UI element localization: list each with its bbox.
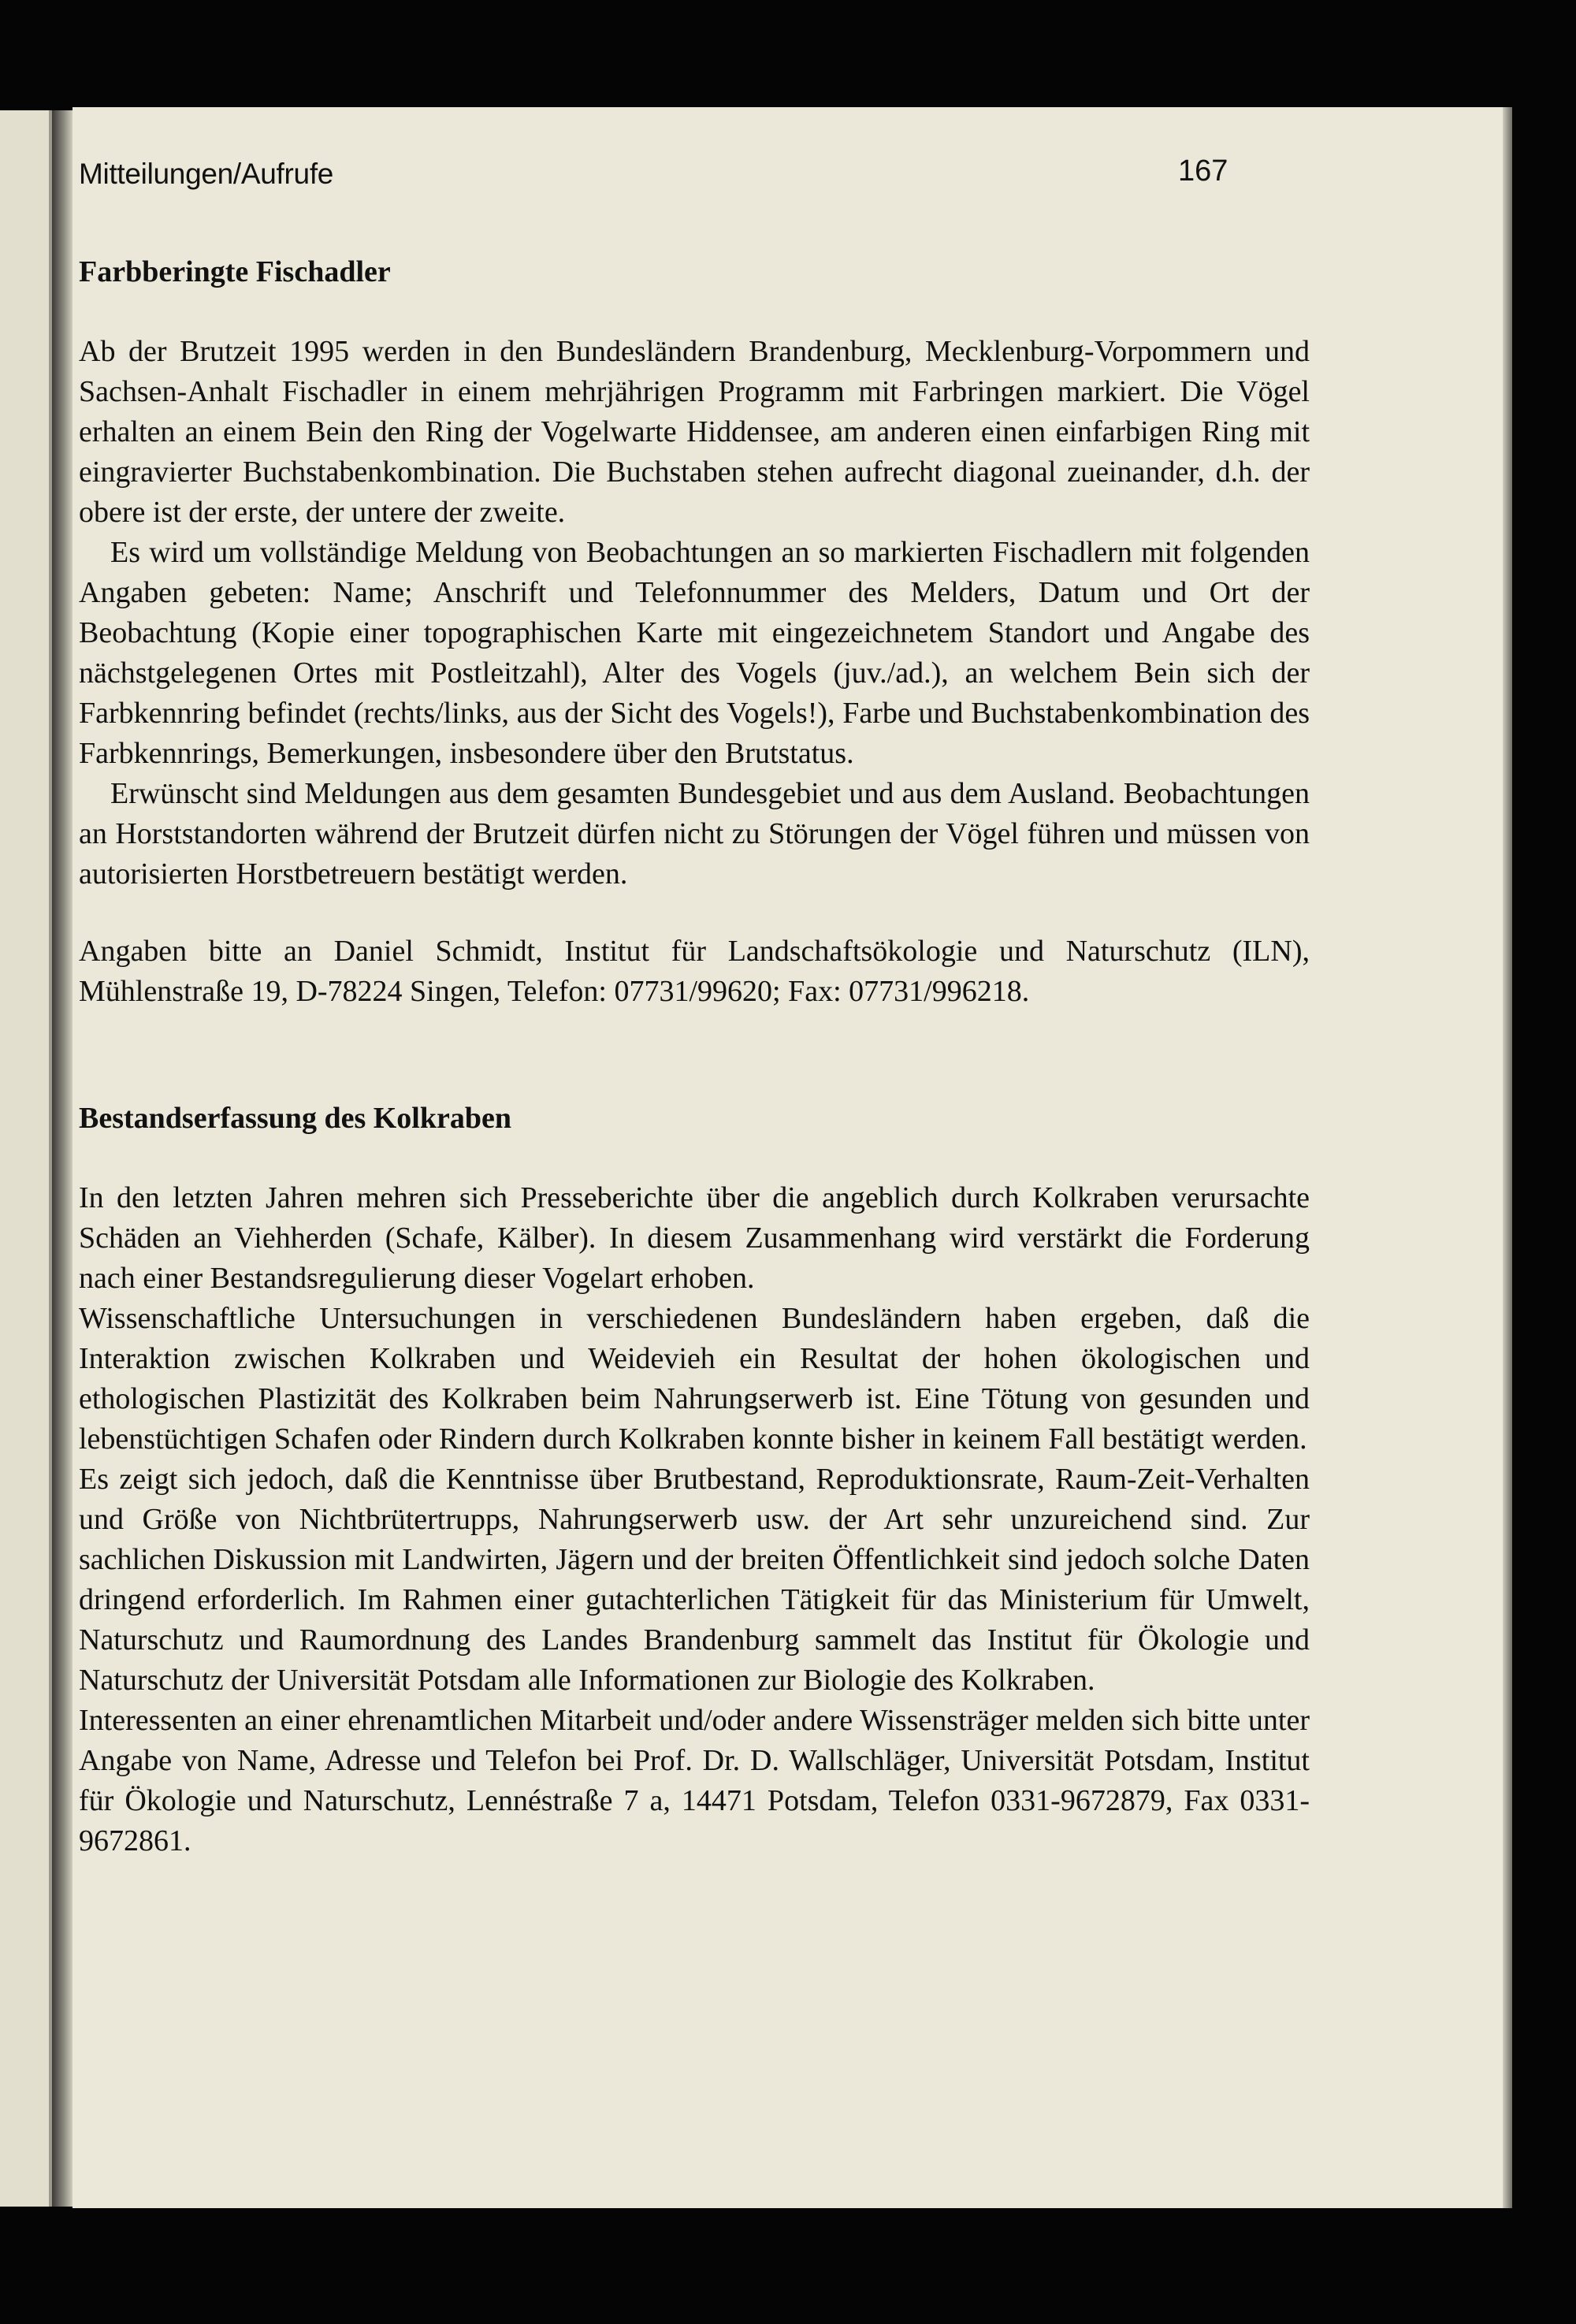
book-gutter (52, 110, 72, 2207)
page-content (79, 252, 1310, 1861)
contact-paragraph: Angaben bitte an Daniel Schmidt, Institut für Landschaftsökologie und Naturschutz (ILN), Mühlenstraße 19, D-78224 Singen, Telefon: 07731/99620; Fax: 07731/996218. (79, 935, 1310, 1008)
facing-page-edge (0, 110, 52, 2207)
paragraph: In den letzten Jahren mehren sich Presseberichte über die angeblich durch Kolkraben verursachte Schäden an Viehherden (Schafe, Kälber). In diesem Zusammenhang wird verstärkt die Forderung nach einer Bestandsregulierung dieser Vogelart erhoben. (79, 1181, 1310, 1295)
paragraph: Erwünscht sind Meldungen aus dem gesamten Bundesgebiet und aus dem Ausland. Beobachtungen an Horststandorten während der Brutzeit dürfen nicht zu Störungen der Vögel führen und müssen von autorisierten Horstbetreuern bestätigt werden. (79, 777, 1310, 891)
page-edge-shadow (1503, 107, 1512, 2208)
section-heading-kolkraben: Bestandserfassung des Kolkraben (79, 1102, 511, 1135)
paragraph: Wissenschaftliche Untersuchungen in verschiedenen Bundesländern haben ergeben, daß die Interaktion zwischen Kolkraben und Weidevieh ein Resultat der hohen ökologischen und ethologischen Plastizität des Kolkraben beim Nahrungserwerb ist. Eine Tötung von gesunden und lebenstüchtigen Schafen oder Rindern durch Kolkraben konnte bisher in keinem Fall bestätigt werden. (79, 1302, 1310, 1456)
section-heading-fischadler: Farbberingte Fischadler (79, 255, 391, 288)
page-number: 167 (1178, 154, 1228, 188)
paragraph: Ab der Brutzeit 1995 werden in den Bundesländern Brandenburg, Mecklenburg-Vorpommern und Sachsen-Anhalt Fischadler in einem mehrjährigen Programm mit Farbringen markiert. Die Vögel erhalten an einem Bein den Ring der Vogelwarte Hiddensee, am anderen einen einfarbigen Ring mit eingravierter Buchstabenkombination. Die Buchstaben stehen aufrecht diagonal zueinander, d.h. der obere ist der erste, der untere der zweite. (79, 335, 1310, 529)
paragraph: Es wird um vollständige Meldung von Beobachtungen an so markierten Fischadlern mit folgenden Angaben gebeten: Name; Anschrift und Telefonnummer des Melders, Datum und Ort der Beobachtung (Kopie einer topographischen Karte mit eingezeichnetem Standort und Angabe des nächstgelegenen Ortes mit Postleitzahl), Alter des Vogels (juv./ad.), an welchem Bein sich der Farbkennring befindet (rechts/links, aus der Sicht des Vogels!), Farbe und Buchstabenkombination des Farbkennrings, Bemerkungen, insbesondere über den Brutstatus. (79, 536, 1310, 770)
running-head: Mitteilungen/Aufrufe (79, 158, 334, 190)
paragraph: Es zeigt sich jedoch, daß die Kenntnisse über Brutbestand, Reproduktionsrate, Raum-Zeit-Verhalten und Größe von Nichtbrütertrupps, Nahrungserwerb usw. der Art sehr unzureichend sind. Zur sachlichen Diskussion mit Landwirten, Jägern und der breiten Öffentlichkeit sind jedoch solche Daten dringend erforderlich. Im Rahmen einer gutachterlichen Tätigkeit für das Ministerium für Umwelt, Naturschutz und Raumordnung des Landes Brandenburg sammelt das Institut für Ökologie und Naturschutz der Universität Potsdam alle Informationen zur Biologie des Kolkraben. (79, 1463, 1310, 1697)
paragraph: Interessenten an einer ehrenamtlichen Mitarbeit und/oder andere Wissensträger melden sich bitte unter Angabe von Name, Adresse und Telefon bei Prof. Dr. D. Wallschläger, Universität Potsdam, Institut für Ökologie und Naturschutz, Lennéstraße 7 a, 14471 Potsdam, Telefon 0331-9672879, Fax 0331-9672861. (79, 1704, 1310, 1857)
